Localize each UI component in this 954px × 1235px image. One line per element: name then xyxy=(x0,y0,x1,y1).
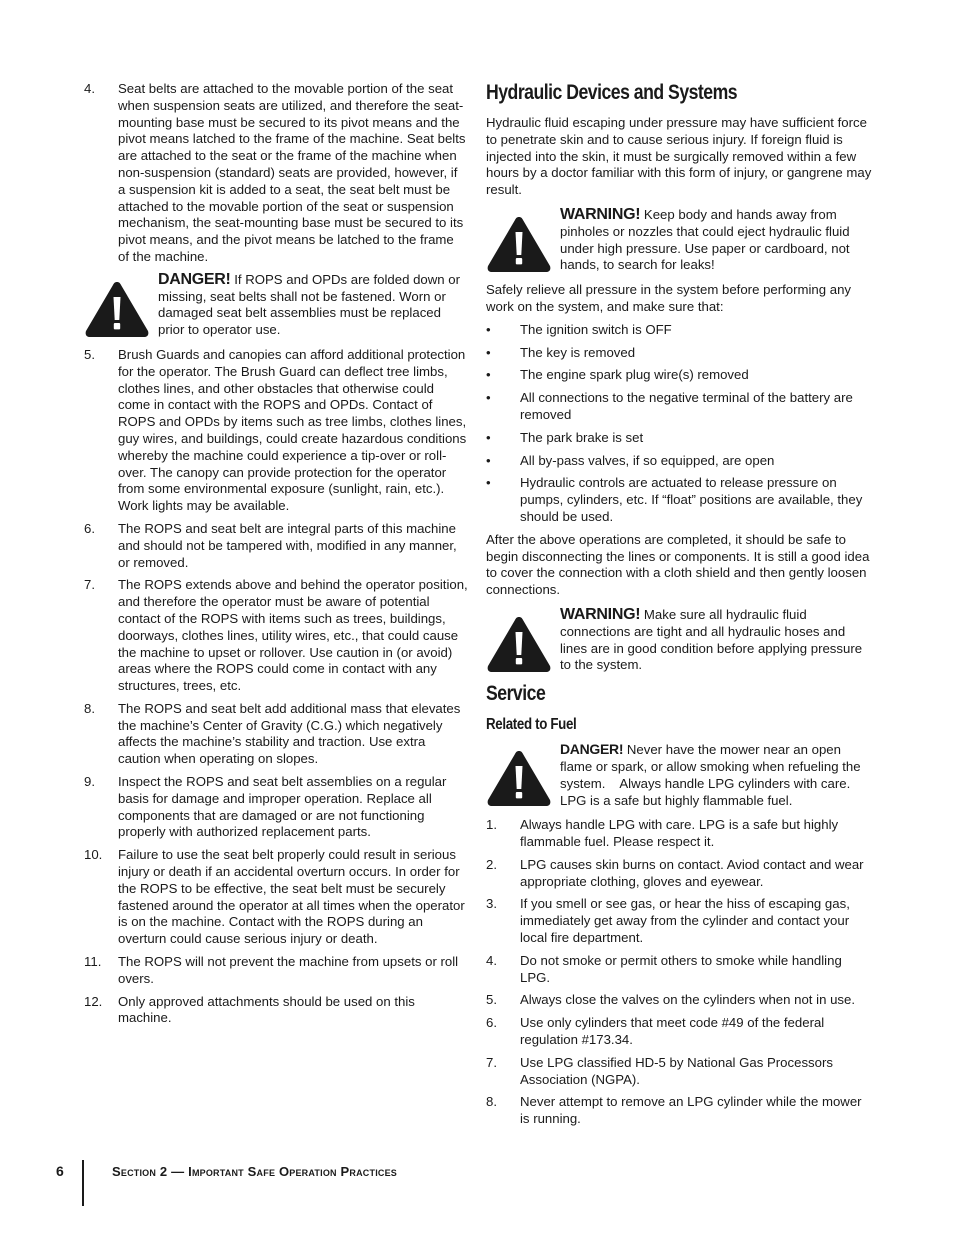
item-text: The ROPS and seat belt add additional mass that elevates the machine’s Center of Gravity (C.G.) which negatively affects the machine’s stability and traction. Use extra caution when operating on slopes. xyxy=(118,700,461,767)
item-text: Seat belts are attached to the movable portion of the seat when suspension seats are utilized, and therefore the seat-mounting base must be secured to its pivot means and the pivot means latched to the frame of the machine. Seat belts are attached to the seat or the frame of the machine when non-suspension (standard) seats are provided, however, if a suspension kit is added to a seat, the seat belt must be attached to the movable portion of the seat or suspension mechanism, the seat-mounting base must be secured to its pivot means, and the pivot means be latched to the frame of the machine. xyxy=(118,81,466,264)
item-text: Use LPG classified HD-5 by National Gas Processors Association (NGPA). xyxy=(520,1054,833,1087)
relieve-pressure-text: Safely relieve all pressure in the system before performing any work on the system, and make sure that: xyxy=(486,282,852,314)
item-text: Only approved attachments should be used on this machine. xyxy=(118,993,415,1026)
footer-divider xyxy=(82,1160,84,1206)
item-number: 9. xyxy=(84,774,95,790)
list-item xyxy=(84,847,468,948)
item-number: 8. xyxy=(486,1094,497,1110)
list-item xyxy=(84,347,468,515)
after-operations-text: After the above operations are completed, it should be safe to begin disconnecting the lines or components. It is still a good idea to cover the connection with a cloth shield and then gently loosen connections. xyxy=(486,531,870,598)
item-number: 6. xyxy=(84,520,95,536)
checklist-item: • Hydraulic controls are actuated to release pressure on pumps, cylinders, etc. If “float” positions are available, they should be used. xyxy=(486,475,863,524)
item-number: 5. xyxy=(84,346,95,362)
list-item xyxy=(486,857,872,891)
item-number: 8. xyxy=(84,700,95,716)
item-number: 3. xyxy=(486,896,497,912)
item-number: 1. xyxy=(486,817,497,833)
item-text: Use only cylinders that meet code #49 of the federal regulation #173.34. xyxy=(520,1015,825,1048)
checklist-text: The ignition switch is OFF xyxy=(520,321,672,337)
checklist-text: All connections to the negative terminal of the battery are removed xyxy=(520,390,853,422)
list-item xyxy=(84,521,468,571)
list-item xyxy=(486,992,872,1009)
warning-triangle-icon xyxy=(84,280,150,338)
service-heading: Service xyxy=(486,682,546,706)
warning-label: WARNING! xyxy=(560,605,641,623)
item-number: 12. xyxy=(84,993,103,1009)
fuel-subheading: Related to Fuel xyxy=(486,716,577,734)
danger-seatbelt-notice xyxy=(84,272,468,339)
list-item xyxy=(84,774,468,841)
list-item xyxy=(84,701,468,768)
warning-text: Make sure all hydraulic fluid connections are tight and all hydraulic hoses and lines are in good condition before applying pressure to the system. xyxy=(560,606,863,673)
checklist-text: The park brake is set xyxy=(520,429,644,445)
item-number: 7. xyxy=(84,577,95,593)
hydraulic-intro: Hydraulic fluid escaping under pressure may have sufficient force to penetrate skin and to cause serious injury. If foreign fluid is injected into the skin, it must be surgically removed within a few hours by a doctor familiar with this form of injury, or gangrene may result. xyxy=(486,115,872,198)
checklist-item: • The engine spark plug wire(s) removed xyxy=(486,367,749,383)
item-text: The ROPS extends above and behind the operator position, and therefore the operator must be aware of potential contact of the ROPS with items such as trees, buildings, doorways, clothes lines, utility wires, etc., that could cause the machine to upset or rollover. Use caution in (or avoid) areas where the ROPS could come in contact with any structures, trees, etc. xyxy=(118,577,468,694)
list-item xyxy=(84,81,468,266)
danger-label: DANGER! xyxy=(560,741,624,758)
danger-label: DANGER! xyxy=(158,270,231,288)
item-text: If you smell or see gas, or hear the hiss of escaping gas, immediately get away from the cylinder and contact your local fire department. xyxy=(520,896,850,946)
item-text: Failure to use the seat belt properly could result in serious injury or death if an accidental overturn occurs. In order for the ROPS to be effective, the seat belt must be securely fastened around the operator at all times when the operator is on the machine. Contact with the ROPS during an overturn could cause serious injury or death. xyxy=(118,847,465,947)
warning-triangle-icon xyxy=(486,749,552,807)
warning-triangle-icon xyxy=(486,215,552,273)
right-column xyxy=(486,81,872,1134)
item-number: 5. xyxy=(486,992,497,1008)
item-text: LPG causes skin burns on contact. Aviod contact and wear appropriate clothing, gloves and eyewear. xyxy=(520,856,864,889)
item-text: Inspect the ROPS and seat belt assemblies on a regular basis for damage and improper operation. Replace all components that are damaged or are not functioning properly with authorized replacement parts. xyxy=(118,774,447,840)
warning-triangle-icon xyxy=(486,615,552,673)
warning-pinholes-notice xyxy=(486,207,872,274)
page-number: 6 xyxy=(56,1163,64,1179)
list-item xyxy=(486,1015,872,1049)
item-number: 4. xyxy=(84,81,95,96)
list-item xyxy=(84,954,468,988)
item-number: 10. xyxy=(84,847,103,863)
item-number: 7. xyxy=(486,1054,497,1070)
list-item xyxy=(486,896,872,946)
list-item xyxy=(84,577,468,695)
item-text: The ROPS and seat belt are integral parts of this machine and should not be tampered with, modified in any manner, or removed. xyxy=(118,520,457,570)
item-number: 4. xyxy=(486,952,497,968)
warning-label: WARNING! xyxy=(560,205,641,223)
item-text: Do not smoke or permit others to smoke while handling LPG. xyxy=(520,952,842,985)
item-text: Brush Guards and canopies can afford additional protection for the operator. The Brush Guard can deflect tree limbs, clothes lines, and other obstacles that otherwise could come in contact with the ROPS and OPDs. Contact of ROPS and OPDs by items such as tree limbs, clothes lines, guy wires, and buildings, could create hazardous conditions whereby the machine could experience a tip-over or roll-over. The canopy can provide protection for the operator from some environmental exposure (sunlight, rain, etc.). Work lights may be available. xyxy=(118,346,467,514)
checklist-text: The engine spark plug wire(s) removed xyxy=(520,367,749,383)
list-item xyxy=(486,1094,872,1128)
item-number: 11. xyxy=(84,954,102,970)
item-number: 2. xyxy=(486,856,497,872)
danger-text: Never have the mower near an open flame or spark, or allow smoking when refueling the system. Always handle LPG cylinders with care. LPG is a safe but highly flammable fuel. xyxy=(560,742,865,808)
warning-connections-notice xyxy=(486,607,872,674)
checklist-text: Hydraulic controls are actuated to release pressure on pumps, cylinders, etc. If “float” positions are available, they should be used. xyxy=(520,475,863,524)
item-number: 6. xyxy=(486,1015,497,1031)
checklist-item: • The ignition switch is OFF xyxy=(486,321,672,337)
checklist-text: The key is removed xyxy=(520,344,636,360)
item-text: The ROPS will not prevent the machine from upsets or roll overs. xyxy=(118,954,459,986)
item-text: Always handle LPG with care. LPG is a safe but highly flammable fuel. Please respect it. xyxy=(520,817,839,850)
checklist-item: • All connections to the negative terminal of the battery are removed xyxy=(486,390,853,422)
list-item xyxy=(84,994,468,1028)
hydraulic-heading: Hydraulic Devices and Systems xyxy=(486,81,738,104)
checklist-text: All by-pass valves, if so equipped, are open xyxy=(520,452,775,468)
item-text: Always close the valves on the cylinders when not in use. xyxy=(520,992,855,1008)
list-item xyxy=(486,1055,872,1089)
list-item xyxy=(486,817,872,851)
left-column xyxy=(84,81,468,1033)
warning-text: Keep body and hands away from pinholes or nozzles that could eject hydraulic fluid under high pressure. Use paper or cardboard, not hands, to search for leaks! xyxy=(560,206,850,273)
checklist-item: • The key is removed xyxy=(486,344,636,360)
checklist-item: • The park brake is set xyxy=(486,429,644,445)
danger-text: If ROPS and OPDs are folded down or missing, seat belts shall not be fastened. Worn or damaged seat belt assemblies must be replaced prior to operator use. xyxy=(158,271,461,338)
section-title-footer: Section 2 — Important Safe Operation Practices xyxy=(112,1164,398,1179)
item-text: Never attempt to remove an LPG cylinder while the mower is running. xyxy=(520,1094,862,1127)
danger-fuel-notice xyxy=(486,741,872,809)
checklist-item: • All by-pass valves, if so equipped, are open xyxy=(486,452,775,468)
list-item xyxy=(486,953,872,987)
